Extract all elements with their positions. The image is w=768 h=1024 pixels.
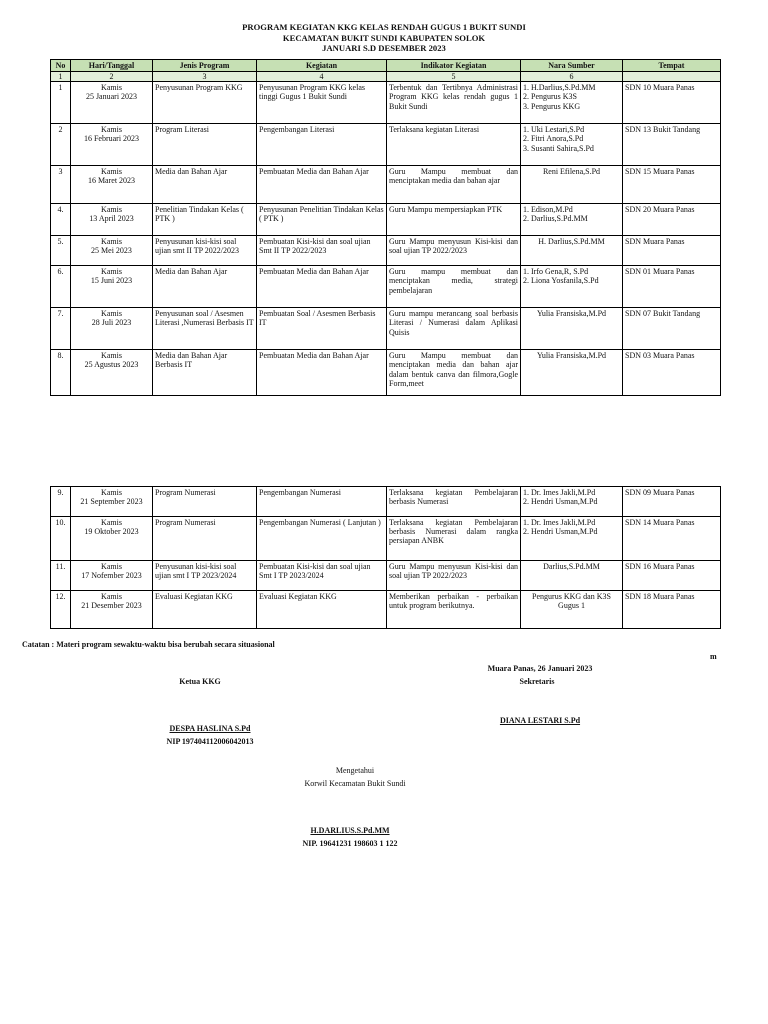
nara-sumber-item: 2. Fitri Anora,S.Pd [523, 134, 584, 144]
col-kegiatan: Kegiatan [257, 60, 387, 72]
nara-sumber-item: 1. Uki Lestari,S.Pd [523, 125, 585, 135]
row-date [71, 487, 153, 517]
row-kegiatan: Evaluasi Kegiatan KKG [257, 591, 387, 629]
row-number: 12. [51, 591, 71, 629]
header-subtitle: KECAMATAN BUKIT SUNDI KABUPATEN SOLOK [282, 32, 486, 43]
col-number: 5 [387, 72, 521, 82]
table-row [51, 166, 721, 204]
row-tempat: SDN 03 Muara Panas [623, 350, 721, 396]
program-table-page2 [50, 486, 721, 629]
row-indikator: Terlaksana kegiatan Literasi [387, 124, 521, 166]
col-number: 6 [521, 72, 623, 82]
row-day: Kamis [101, 125, 122, 135]
row-nara-sumber [521, 204, 623, 236]
row-number: 2 [51, 124, 71, 166]
row-kegiatan: Pembuatan Media dan Bahan Ajar [257, 350, 387, 396]
row-date-value: 13 April 2023 [89, 214, 134, 224]
row-number: 10. [51, 517, 71, 561]
row-day: Kamis [101, 83, 122, 93]
col-number: 1 [51, 72, 71, 82]
row-number: 8. [51, 350, 71, 396]
row-program: Penyusunan soal / Asesmen Literasi ,Numerasi Berbasis IT [153, 308, 257, 350]
row-tempat: SDN Muara Panas [623, 236, 721, 266]
row-kegiatan: Pengembangan Numerasi ( Lanjutan ) [257, 517, 387, 561]
row-day: Kamis [101, 167, 122, 177]
nara-sumber-item: 1. Edison,M.Pd [523, 205, 573, 215]
row-nara-sumber [521, 487, 623, 517]
row-nara-sumber [521, 236, 623, 266]
mengetahui-label: Mengetahui [335, 766, 375, 775]
sekretaris-title: Sekretaris [519, 677, 555, 686]
row-date [71, 591, 153, 629]
row-date [71, 124, 153, 166]
row-day: Kamis [101, 488, 122, 497]
col-number: 2 [71, 72, 153, 82]
row-number: 7. [51, 308, 71, 350]
place-date: Muara Panas, 26 Januari 2023 [487, 664, 593, 673]
row-indikator: Guru mampu merancang soal berbasis Literasi / Numerasi dalam Aplikasi Quisis [387, 308, 521, 350]
row-number: 11. [51, 561, 71, 591]
row-indikator: Guru Mampu membuat dan menciptakan media dan bahan ajar [387, 166, 521, 204]
row-program: Penyusunan kisi-kisi soal ujian smt II TP 2022/2023 [153, 236, 257, 266]
row-kegiatan: Pembuatan Kisi-kisi dan soal ujian Smt I TP 2023/2024 [257, 561, 387, 591]
mengetahui-title: Korwil Kecamatan Bukit Sundi [304, 779, 406, 788]
row-day: Kamis [101, 237, 122, 247]
row-date-value: 25 Mei 2023 [91, 246, 132, 256]
note-text: Catatan : Materi program sewaktu-waktu bisa berubah secara situasional [22, 640, 275, 649]
row-program: Penelitian Tindakan Kelas ( PTK ) [153, 204, 257, 236]
row-tempat: SDN 01 Muara Panas [623, 266, 721, 308]
row-program: Program Numerasi [153, 517, 257, 561]
table-row [51, 350, 721, 396]
row-indikator: Terbentuk dan Tertibnya Administrasi Program KKG kelas rendah gugus 1 Bukit Sundi [387, 82, 521, 124]
row-tempat: SDN 07 Bukit Tandang [623, 308, 721, 350]
row-program: Program Numerasi [153, 487, 257, 517]
ketua-title: Ketua KKG [179, 677, 221, 686]
table-row [51, 236, 721, 266]
row-tempat: SDN 16 Muara Panas [623, 561, 721, 591]
table-row [51, 266, 721, 308]
row-program: Penyusunan kisi-kisi soal ujian smt I TP 2023/2024 [153, 561, 257, 591]
table-row [51, 82, 721, 124]
col-tempat: Tempat [623, 60, 721, 72]
row-indikator: Terlaksana kegiatan Pembelajaran berbasis Numerasi dalam rangka persiapan ANBK [387, 517, 521, 561]
table-row [51, 308, 721, 350]
nara-sumber-item: 3. Susanti Sahira,S.Pd [523, 143, 594, 153]
row-kegiatan: Pengembangan Numerasi [257, 487, 387, 517]
nara-sumber-item: Yulia Fransiska,M.Pd [536, 309, 607, 319]
row-tempat: SDN 10 Muara Panas [623, 82, 721, 124]
row-date-value: 17 Nofember 2023 [81, 571, 142, 581]
row-day: Kamis [101, 592, 122, 601]
table-row [51, 124, 721, 166]
row-date [71, 166, 153, 204]
row-program: Penyusunan Program KKG [153, 82, 257, 124]
row-program: Program Literasi [153, 124, 257, 166]
row-nara-sumber [521, 266, 623, 308]
row-indikator: Guru Mampu menyusun Kisi-kisi dan soal ujian TP 2022/2023 [387, 561, 521, 591]
row-date [71, 561, 153, 591]
row-program: Evaluasi Kegiatan KKG [153, 591, 257, 629]
row-date-value: 15 Juni 2023 [90, 276, 133, 286]
header-period: JANUARI S.D DESEMBER 2023 [322, 43, 446, 53]
row-kegiatan: Pembuatan Kisi-kisi dan soal ujian Smt II TP 2022/2023 [257, 236, 387, 266]
header-title: PROGRAM KEGIATAN KKG KELAS RENDAH GUGUS 1 BUKIT SUNDI [242, 22, 526, 32]
row-kegiatan: Pembuatan Media dan Bahan Ajar [257, 166, 387, 204]
row-date-value: 28 Juli 2023 [91, 318, 132, 328]
row-nara-sumber [521, 166, 623, 204]
row-nara-sumber [521, 591, 623, 629]
row-day: Kamis [101, 562, 122, 571]
nara-sumber-item: 1. Irfo Gena,R, S.Pd [523, 267, 589, 277]
table-row [51, 517, 721, 561]
column-number-row [51, 72, 721, 82]
row-date-value: 25 Agustus 2023 [84, 360, 139, 370]
row-date [71, 350, 153, 396]
row-date [71, 82, 153, 124]
table-row [51, 487, 721, 517]
row-date-value: 21 September 2023 [80, 497, 143, 507]
mengetahui-name: H.DARLIUS.S.Pd.MM [310, 826, 390, 835]
nara-sumber-item: H. Darlius,S.Pd.MM [538, 237, 605, 247]
row-day: Kamis [101, 351, 122, 361]
row-kegiatan: Penyusunan Penelitian Tindakan Kelas ( PTK ) [257, 204, 387, 236]
row-kegiatan: Pembuatan Media dan Bahan Ajar [257, 266, 387, 308]
row-day: Kamis [101, 205, 122, 215]
col-number: 4 [257, 72, 387, 82]
col-date: Hari/Tanggal [71, 60, 153, 72]
row-date [71, 236, 153, 266]
row-tempat: SDN 15 Muara Panas [623, 166, 721, 204]
row-date-value: 21 Desember 2023 [81, 601, 142, 611]
row-tempat: SDN 13 Bukit Tandang [623, 124, 721, 166]
row-program: Media dan Bahan Ajar Berbasis IT [153, 350, 257, 396]
table-row [51, 561, 721, 591]
table-row [51, 591, 721, 629]
mengetahui-nip: NIP. 19641231 198603 1 122 [302, 839, 398, 848]
row-number: 3 [51, 166, 71, 204]
nara-sumber-item: 2. Hendri Usman,M.Pd [523, 527, 598, 537]
col-number: 3 [153, 72, 257, 82]
document-header [0, 22, 768, 54]
nara-sumber-item: 3. Pengurus KKG [523, 101, 581, 111]
row-indikator: Guru Mampu mempersiapkan PTK [387, 204, 521, 236]
row-number: 1 [51, 82, 71, 124]
row-number: 4. [51, 204, 71, 236]
row-nara-sumber [521, 308, 623, 350]
row-date [71, 308, 153, 350]
row-program: Media dan Bahan Ajar [153, 166, 257, 204]
row-day: Kamis [101, 267, 122, 277]
row-date-value: 16 Maret 2023 [87, 176, 136, 186]
nara-sumber-item: Darlius,S.Pd.MM [543, 562, 600, 571]
row-program: Media dan Bahan Ajar [153, 266, 257, 308]
nara-sumber-item: 2. Hendri Usman,M.Pd [523, 497, 598, 507]
row-date [71, 266, 153, 308]
row-nara-sumber [521, 124, 623, 166]
row-number: 5. [51, 236, 71, 266]
col-program: Jenis Program [153, 60, 257, 72]
col-number [623, 72, 721, 82]
row-day: Kamis [101, 518, 122, 527]
nara-sumber-item: 1. Dr. Imes Jakli,M.Pd [523, 488, 596, 497]
row-date [71, 517, 153, 561]
program-table-page1 [50, 59, 721, 396]
row-date-value: 25 Januari 2023 [85, 92, 138, 102]
col-indikator: Indikator Kegiatan [387, 60, 521, 72]
row-tempat: SDN 14 Muara Panas [623, 517, 721, 561]
row-kegiatan: Pengembangan Literasi [257, 124, 387, 166]
corner-mark: m [710, 652, 717, 661]
ketua-nip: NIP 197404112006042013 [166, 737, 254, 746]
nara-sumber-item: Pengurus KKG dan K3S Gugus 1 [532, 592, 611, 611]
row-kegiatan: Penyusunan Program KKG kelas tinggi Gugus 1 Bukit Sundi [257, 82, 387, 124]
sekretaris-name: DIANA LESTARI S.Pd [499, 716, 581, 725]
row-day: Kamis [101, 309, 122, 319]
row-tempat: SDN 20 Muara Panas [623, 204, 721, 236]
row-number: 9. [51, 487, 71, 517]
nara-sumber-item: 2. Liona Yosfanila,S.Pd [523, 276, 599, 286]
row-date-value: 16 Februari 2023 [83, 134, 140, 144]
row-nara-sumber [521, 350, 623, 396]
ketua-name: DESPA HASLINA S.Pd [169, 724, 251, 733]
row-indikator: Memberikan perbaikan - perbaikan untuk program berikutnya. [387, 591, 521, 629]
row-nara-sumber [521, 517, 623, 561]
row-indikator: Terlaksana kegiatan Pembelajaran berbasis Numerasi [387, 487, 521, 517]
nara-sumber-item: 1. Dr. Imes Jakli,M.Pd [523, 518, 596, 527]
col-nara-sumber: Nara Sumber [521, 60, 623, 72]
nara-sumber-item: 2. Darlius,S.Pd.MM [523, 214, 588, 224]
col-no: No [51, 60, 71, 72]
row-tempat: SDN 09 Muara Panas [623, 487, 721, 517]
row-indikator: Guru mampu membuat dan menciptakan media, strategi pembelajaran [387, 266, 521, 308]
nara-sumber-item: Reni Efilena,S.Pd [542, 167, 601, 177]
row-indikator: Guru Mampu menyusun Kisi-kisi dan soal ujian TP 2022/2023 [387, 236, 521, 266]
row-indikator: Guru Mampu membuat dan menciptakan media dan bahan ajar dalam bentuk canva dan filmora,Gogle Form,meet [387, 350, 521, 396]
table-header-row [51, 60, 721, 72]
nara-sumber-item: Yulia Fransiska,M.Pd [536, 351, 607, 361]
row-date-value: 19 Oktober 2023 [84, 527, 139, 537]
row-nara-sumber [521, 82, 623, 124]
nara-sumber-item: 1. H.Darlius,S.Pd.MM [523, 83, 596, 93]
row-tempat: SDN 18 Muara Panas [623, 591, 721, 629]
table-row [51, 204, 721, 236]
nara-sumber-item: 2. Pengurus K3S [523, 92, 578, 102]
row-number: 6. [51, 266, 71, 308]
row-kegiatan: Pembuatan Soal / Asesmen Berbasis IT [257, 308, 387, 350]
row-date [71, 204, 153, 236]
row-nara-sumber [521, 561, 623, 591]
